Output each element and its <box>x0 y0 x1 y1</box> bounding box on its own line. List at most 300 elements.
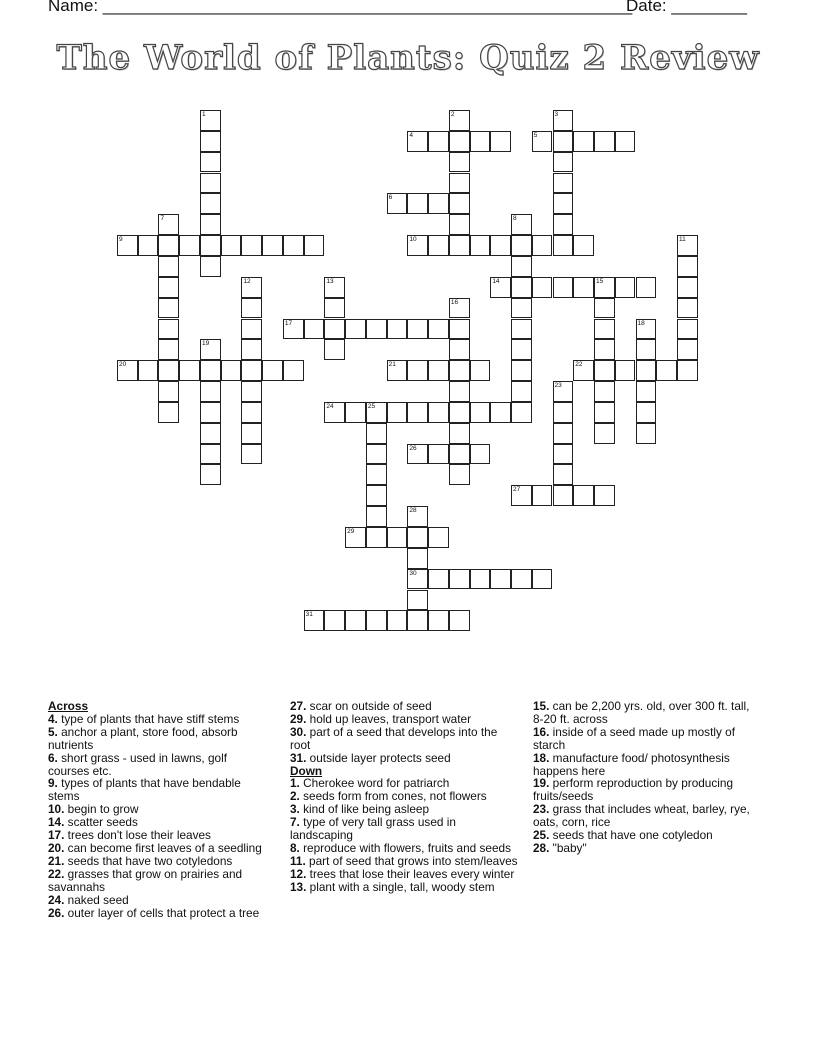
grid-cell[interactable] <box>594 423 615 444</box>
grid-cell[interactable] <box>117 360 138 381</box>
grid-cell[interactable] <box>511 235 532 256</box>
clue-number: 19 <box>201 340 210 348</box>
down-clue-list-continued <box>533 700 755 855</box>
grid-cell[interactable] <box>490 235 511 256</box>
grid-cell[interactable] <box>532 569 553 590</box>
grid-cell[interactable] <box>324 319 345 340</box>
clue-item <box>48 752 270 778</box>
grid-cell[interactable] <box>636 319 657 340</box>
grid-cell[interactable] <box>366 527 387 548</box>
clue-text: hold up leaves, transport water <box>306 711 471 726</box>
clue-text: scatter seeds <box>64 815 138 830</box>
grid-cell[interactable] <box>158 256 179 277</box>
clue-number-label: 3. <box>290 802 300 817</box>
grid-cell[interactable] <box>387 319 408 340</box>
clue-number-label: 16. <box>533 724 550 739</box>
clue-number-label: 5. <box>48 724 58 739</box>
grid-cell[interactable] <box>449 569 470 590</box>
grid-cell[interactable] <box>138 235 159 256</box>
grid-cell[interactable] <box>553 464 574 485</box>
grid-cell[interactable] <box>387 402 408 423</box>
grid-cell[interactable] <box>428 527 449 548</box>
clue-number: 11 <box>678 236 686 244</box>
clue-number-label: 27. <box>290 699 307 713</box>
grid-cell[interactable] <box>636 402 657 423</box>
grid-cell[interactable] <box>200 339 221 360</box>
grid-cell[interactable] <box>283 360 304 381</box>
grid-cell[interactable] <box>594 402 615 423</box>
grid-cell[interactable] <box>553 131 574 152</box>
clue-number: 29 <box>347 528 355 535</box>
clue-text: types of plants that have bendable stems <box>48 776 241 804</box>
clue-number-label: 21. <box>48 853 65 868</box>
clues-column-2 <box>290 700 518 894</box>
clue-number: 4 <box>409 131 413 139</box>
clue-number-label: 7. <box>290 815 300 830</box>
grid-cell[interactable] <box>470 360 491 381</box>
grid-cell[interactable] <box>594 131 615 152</box>
clue-item <box>48 777 270 803</box>
clue-number: 18 <box>637 319 645 327</box>
clue-item <box>48 907 270 920</box>
grid-cell[interactable] <box>283 235 304 256</box>
clue-number: 28 <box>409 507 417 515</box>
grid-cell[interactable] <box>511 360 532 381</box>
grid-cell[interactable] <box>656 360 677 381</box>
grid-cell[interactable] <box>490 277 511 298</box>
clue-text: seeds that have one cotyledon <box>549 828 713 843</box>
grid-cell[interactable] <box>324 298 345 319</box>
clue-number-label: 2. <box>290 789 300 804</box>
clue-item <box>48 868 270 894</box>
grid-cell[interactable] <box>594 339 615 360</box>
grid-cell[interactable] <box>573 277 594 298</box>
grid-cell[interactable] <box>490 131 511 152</box>
clue-item <box>533 777 755 803</box>
grid-cell[interactable] <box>511 214 532 235</box>
grid-cell[interactable] <box>345 527 366 548</box>
grid-cell[interactable] <box>407 193 428 214</box>
grid-cell[interactable] <box>200 464 221 485</box>
grid-cell[interactable] <box>158 319 179 340</box>
grid-cell[interactable] <box>407 319 428 340</box>
clue-number: 20 <box>119 361 127 369</box>
grid-cell[interactable] <box>428 319 449 340</box>
grid-cell[interactable] <box>407 590 428 611</box>
clue-text: type of plants that have stiff stems <box>57 711 240 726</box>
grid-cell[interactable] <box>511 381 532 402</box>
clue-text: seeds that have two cotyledons <box>64 853 233 868</box>
grid-cell[interactable] <box>449 319 470 340</box>
grid-cell[interactable] <box>407 235 428 256</box>
clue-number-label: 18. <box>533 750 550 765</box>
grid-cell[interactable] <box>407 548 428 569</box>
grid-cell[interactable] <box>407 360 428 381</box>
grid-cell[interactable] <box>200 235 221 256</box>
grid-cell[interactable] <box>532 277 553 298</box>
clue-text: scar on outside of seed <box>306 699 432 713</box>
grid-cell[interactable] <box>573 131 594 152</box>
grid-cell[interactable] <box>511 339 532 360</box>
clue-text: can become first leaves of a seedling <box>64 840 262 855</box>
clue-number-label: 30. <box>290 724 307 739</box>
clue-item <box>48 726 270 752</box>
grid-cell[interactable] <box>490 402 511 423</box>
grid-cell[interactable] <box>345 402 366 423</box>
clue-text: part of seed that grows into stem/leaves <box>305 853 518 868</box>
grid-cell[interactable] <box>241 444 262 465</box>
grid-cell[interactable] <box>117 235 138 256</box>
grid-cell[interactable] <box>304 610 325 631</box>
grid-cell[interactable] <box>449 402 470 423</box>
grid-cell[interactable] <box>594 319 615 340</box>
grid-cell[interactable] <box>470 402 491 423</box>
clue-text: grass that includes wheat, barley, rye, oats, corn, rice <box>533 802 750 830</box>
grid-cell[interactable] <box>158 381 179 402</box>
clue-text: short grass - used in lawns, golf courses etc. <box>48 750 228 778</box>
clue-text: manufacture food/ photosynthesis happens here <box>533 750 730 778</box>
grid-cell[interactable] <box>179 235 200 256</box>
grid-cell[interactable] <box>428 444 449 465</box>
grid-cell[interactable] <box>470 131 491 152</box>
clue-number-label: 17. <box>48 828 65 843</box>
grid-cell[interactable] <box>449 298 470 319</box>
grid-cell[interactable] <box>158 360 179 381</box>
grid-cell[interactable] <box>553 214 574 235</box>
grid-cell[interactable] <box>158 214 179 235</box>
grid-cell[interactable] <box>553 423 574 444</box>
grid-cell[interactable] <box>553 381 574 402</box>
grid-cell[interactable] <box>200 131 221 152</box>
clue-text: trees that lose their leaves every winter <box>306 866 515 881</box>
grid-cell[interactable] <box>324 402 345 423</box>
grid-cell[interactable] <box>490 569 511 590</box>
clue-number-label: 28. <box>533 840 550 855</box>
clue-number: 1 <box>201 111 206 118</box>
grid-cell[interactable] <box>677 360 698 381</box>
grid-cell[interactable] <box>449 131 470 152</box>
clue-number: 10 <box>409 236 417 244</box>
grid-cell[interactable] <box>200 444 221 465</box>
clue-item <box>533 842 755 855</box>
clue-number: 7 <box>160 215 165 223</box>
clue-number: 8 <box>513 215 517 223</box>
clue-text: Cherokee word for patriarch <box>299 776 450 791</box>
grid-cell[interactable] <box>511 319 532 340</box>
grid-cell[interactable] <box>615 360 636 381</box>
clue-number: 16 <box>450 298 459 306</box>
grid-cell[interactable] <box>449 423 470 444</box>
grid-cell[interactable] <box>511 402 532 423</box>
clue-number: 13 <box>326 277 334 285</box>
clue-number: 2 <box>450 111 455 118</box>
grid-cell[interactable] <box>428 235 449 256</box>
grid-cell[interactable] <box>449 360 470 381</box>
grid-cell[interactable] <box>241 402 262 423</box>
clue-number: 3 <box>554 111 559 118</box>
grid-cell[interactable] <box>407 610 428 631</box>
date-field[interactable]: Date: ________ <box>626 0 747 15</box>
grid-cell[interactable] <box>241 339 262 360</box>
clue-item <box>533 803 755 829</box>
grid-cell[interactable] <box>241 235 262 256</box>
clue-number: 27 <box>513 486 521 494</box>
grid-cell[interactable] <box>366 464 387 485</box>
grid-cell[interactable] <box>449 173 470 194</box>
grid-cell[interactable] <box>677 256 698 277</box>
grid-cell[interactable] <box>387 360 408 381</box>
clue-number-label: 24. <box>48 892 65 907</box>
grid-cell[interactable] <box>470 235 491 256</box>
clue-number-label: 25. <box>533 828 550 843</box>
name-field[interactable]: Name: ________________________________________________________ <box>48 0 633 15</box>
clue-number-label: 20. <box>48 840 65 855</box>
grid-cell[interactable] <box>407 402 428 423</box>
clue-number-label: 29. <box>290 711 307 726</box>
grid-cell[interactable] <box>677 339 698 360</box>
grid-cell[interactable] <box>511 256 532 277</box>
grid-cell[interactable] <box>366 423 387 444</box>
grid-cell[interactable] <box>221 235 242 256</box>
grid-cell[interactable] <box>158 339 179 360</box>
grid-cell[interactable] <box>241 319 262 340</box>
grid-cell[interactable] <box>241 298 262 319</box>
clue-number: 21 <box>388 361 396 369</box>
clue-number-label: 23. <box>533 802 550 817</box>
grid-cell[interactable] <box>387 527 408 548</box>
grid-cell[interactable] <box>387 610 408 631</box>
grid-cell[interactable] <box>366 444 387 465</box>
grid-cell[interactable] <box>200 110 221 131</box>
grid-cell[interactable] <box>138 360 159 381</box>
grid-cell[interactable] <box>470 444 491 465</box>
grid-cell[interactable] <box>366 319 387 340</box>
clue-number-label: 12. <box>290 866 307 881</box>
grid-cell[interactable] <box>553 277 574 298</box>
grid-cell[interactable] <box>532 235 553 256</box>
grid-cell[interactable] <box>262 360 283 381</box>
grid-cell[interactable] <box>345 319 366 340</box>
grid-cell[interactable] <box>449 444 470 465</box>
grid-cell[interactable] <box>428 569 449 590</box>
grid-cell[interactable] <box>449 610 470 631</box>
clue-number-label: 26. <box>48 905 65 920</box>
clue-item <box>533 726 755 752</box>
grid-cell[interactable] <box>366 485 387 506</box>
grid-cell[interactable] <box>200 381 221 402</box>
clue-number: 5 <box>533 131 538 139</box>
grid-cell[interactable] <box>636 277 657 298</box>
grid-cell[interactable] <box>428 193 449 214</box>
grid-cell[interactable] <box>594 298 615 319</box>
grid-cell[interactable] <box>387 193 408 214</box>
clue-text: "baby" <box>549 840 587 855</box>
grid-cell[interactable] <box>573 235 594 256</box>
grid-cell[interactable] <box>615 131 636 152</box>
clue-number-label: 10. <box>48 802 65 817</box>
grid-cell[interactable] <box>553 173 574 194</box>
grid-cell[interactable] <box>594 485 615 506</box>
grid-cell[interactable] <box>407 527 428 548</box>
clue-text: grasses that grow on prairies and savannahs <box>48 866 243 894</box>
clue-number: 30 <box>409 569 417 577</box>
clue-item <box>533 700 755 726</box>
clue-number-label: 15. <box>533 699 550 713</box>
grid-cell[interactable] <box>594 381 615 402</box>
grid-cell[interactable] <box>200 423 221 444</box>
grid-cell[interactable] <box>241 277 262 298</box>
page-title: The World of Plants: Quiz 2 Review <box>56 38 760 78</box>
grid-cell[interactable] <box>553 402 574 423</box>
grid-cell[interactable] <box>553 110 574 131</box>
clue-number-label: 11. <box>290 853 306 868</box>
grid-cell[interactable] <box>200 402 221 423</box>
grid-cell[interactable] <box>573 485 594 506</box>
clue-number: 24 <box>326 402 334 410</box>
clue-number: 6 <box>388 194 393 202</box>
grid-cell[interactable] <box>636 423 657 444</box>
clue-text: begin to grow <box>64 802 139 817</box>
grid-cell[interactable] <box>407 131 428 152</box>
clue-number: 14 <box>492 277 500 285</box>
grid-cell[interactable] <box>366 402 387 423</box>
grid-cell[interactable] <box>449 464 470 485</box>
grid-cell[interactable] <box>553 193 574 214</box>
grid-cell[interactable] <box>428 360 449 381</box>
grid-cell[interactable] <box>200 152 221 173</box>
grid-cell[interactable] <box>677 277 698 298</box>
clues-column-3 <box>533 700 755 855</box>
clue-number: 22 <box>575 361 583 369</box>
grid-cell[interactable] <box>221 360 242 381</box>
clue-text: perform reproduction by producing fruits/seeds <box>533 776 734 804</box>
across-clue-list <box>48 713 270 920</box>
clue-number-label: 8. <box>290 840 300 855</box>
grid-cell[interactable] <box>449 110 470 131</box>
down-clue-list <box>290 777 518 893</box>
clue-text: naked seed <box>64 892 129 907</box>
grid-cell[interactable] <box>304 319 325 340</box>
clue-number-label: 9. <box>48 776 58 791</box>
grid-cell[interactable] <box>573 360 594 381</box>
grid-cell[interactable] <box>200 256 221 277</box>
clue-number-label: 19. <box>533 776 550 791</box>
grid-cell[interactable] <box>449 235 470 256</box>
clue-text: outside layer protects seed <box>306 750 451 765</box>
grid-cell[interactable] <box>511 485 532 506</box>
grid-cell[interactable] <box>553 485 574 506</box>
grid-cell[interactable] <box>158 402 179 423</box>
grid-cell[interactable] <box>594 360 615 381</box>
grid-cell[interactable] <box>158 235 179 256</box>
grid-cell[interactable] <box>636 360 657 381</box>
clue-number: 25 <box>367 402 376 410</box>
grid-cell[interactable] <box>636 339 657 360</box>
clue-text: trees don't lose their leaves <box>64 828 211 843</box>
clue-number: 17 <box>284 319 293 327</box>
clue-text: reproduce with flowers, fruits and seeds <box>299 840 511 855</box>
grid-cell[interactable] <box>283 319 304 340</box>
grid-cell[interactable] <box>200 360 221 381</box>
grid-cell[interactable] <box>407 569 428 590</box>
grid-cell[interactable] <box>428 131 449 152</box>
grid-cell[interactable] <box>677 235 698 256</box>
grid-cell[interactable] <box>241 423 262 444</box>
grid-cell[interactable] <box>324 339 345 360</box>
clue-number: 23 <box>554 382 562 390</box>
clue-number-label: 4. <box>48 711 58 726</box>
grid-cell[interactable] <box>428 402 449 423</box>
grid-cell[interactable] <box>532 131 553 152</box>
grid-cell[interactable] <box>449 381 470 402</box>
grid-cell[interactable] <box>407 506 428 527</box>
grid-cell[interactable] <box>594 277 615 298</box>
grid-cell[interactable] <box>324 610 345 631</box>
grid-cell[interactable] <box>449 214 470 235</box>
grid-cell[interactable] <box>615 277 636 298</box>
grid-cell[interactable] <box>511 298 532 319</box>
clue-number: 9 <box>119 236 123 244</box>
grid-cell[interactable] <box>200 193 221 214</box>
grid-cell[interactable] <box>366 506 387 527</box>
grid-cell[interactable] <box>428 610 449 631</box>
clue-text: anchor a plant, store food, absorb nutrients <box>48 724 238 752</box>
grid-cell[interactable] <box>241 381 262 402</box>
grid-cell[interactable] <box>553 444 574 465</box>
grid-cell[interactable] <box>179 360 200 381</box>
clue-number: 12 <box>243 277 251 285</box>
grid-cell[interactable] <box>553 152 574 173</box>
grid-cell[interactable] <box>407 444 428 465</box>
clue-item <box>290 752 518 765</box>
grid-cell[interactable] <box>345 610 366 631</box>
clue-number-label: 6. <box>48 750 58 765</box>
grid-cell[interactable] <box>677 298 698 319</box>
grid-cell[interactable] <box>304 235 325 256</box>
grid-cell[interactable] <box>553 235 574 256</box>
down-heading: Down <box>290 763 323 778</box>
clues-column-1 <box>48 700 270 919</box>
clue-text: seeds form from cones, not flowers <box>299 789 487 804</box>
grid-cell[interactable] <box>636 381 657 402</box>
grid-cell[interactable] <box>677 319 698 340</box>
grid-cell[interactable] <box>158 277 179 298</box>
grid-cell[interactable] <box>200 173 221 194</box>
grid-cell[interactable] <box>532 485 553 506</box>
grid-cell[interactable] <box>449 152 470 173</box>
clue-number-label: 1. <box>290 776 300 791</box>
grid-cell[interactable] <box>262 235 283 256</box>
grid-cell[interactable] <box>158 298 179 319</box>
clue-item <box>533 752 755 778</box>
clue-number: 26 <box>409 444 417 452</box>
grid-cell[interactable] <box>324 277 345 298</box>
clue-text: type of very tall grass used in landscaping <box>290 815 456 843</box>
clue-number-label: 22. <box>48 866 65 881</box>
grid-cell[interactable] <box>200 214 221 235</box>
grid-cell[interactable] <box>511 277 532 298</box>
grid-cell[interactable] <box>241 360 262 381</box>
grid-cell[interactable] <box>449 193 470 214</box>
clue-text: outer layer of cells that protect a tree <box>64 905 260 920</box>
clue-number-label: 13. <box>290 879 307 894</box>
grid-cell[interactable] <box>449 339 470 360</box>
grid-cell[interactable] <box>366 610 387 631</box>
clue-text: part of a seed that develops into the root <box>290 724 498 752</box>
grid-cell[interactable] <box>470 569 491 590</box>
grid-cell[interactable] <box>511 569 532 590</box>
across-clue-list-continued <box>290 700 518 765</box>
